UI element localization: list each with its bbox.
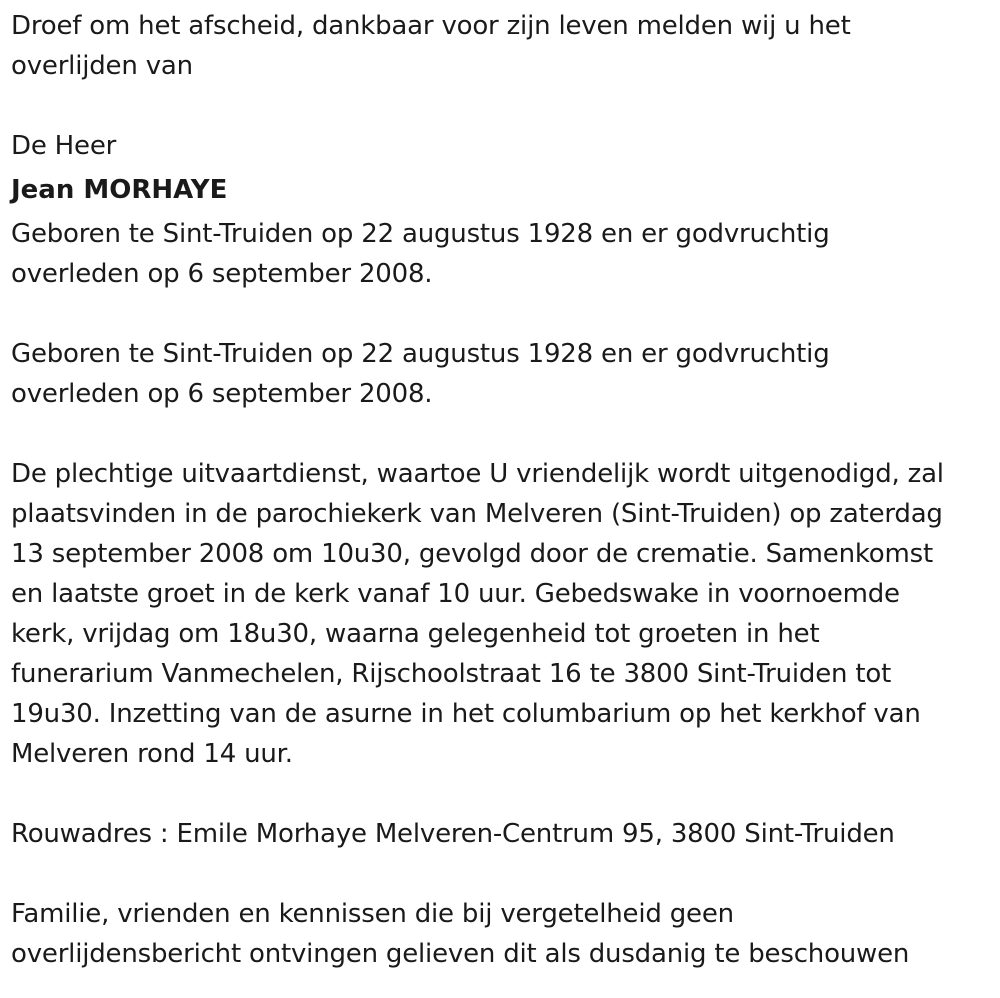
spacer: [11, 294, 1000, 334]
birth-death-text: Geboren te Sint-Truiden op 22 augustus 1928 en er godvruchtig overleden op 6 september 2008.: [11, 219, 830, 289]
funeral-details: De plechtige uitvaartdienst, waartoe U vriendelijk wordt uitgenodigd, zal plaatsvinden in de parochiekerk van Melveren (Sint-Truiden) op zaterdag 13 september 2008 om 10u30, gevolgd door de crematie. Samenkomst en laatste groet in de kerk vanaf 10 uur. Gebedswake in voornoemde kerk, vrijdag om 18u30, waarna gelegenheid tot groeten in het funerarium Vanmechelen, Rijschoolstraat 16 te 3800 Sint-Truiden tot 19u30. Inzetting van de asurne in het columbarium op het kerkhof van Melveren rond 14 uur.: [11, 459, 944, 769]
deceased-name: Jean MORHAYE: [11, 175, 228, 205]
spacer: [11, 86, 1000, 126]
closing-text: Familie, vrienden en kennissen die bij vergetelheid geen overlijdensbericht ontvingen gelieven dit als dusdanig te beschouwen: [11, 899, 910, 969]
spacer: [11, 414, 1000, 454]
honorific: De Heer: [11, 131, 117, 161]
mourning-address: Rouwadres : Emile Morhaye Melveren-Centrum 95, 3800 Sint-Truiden: [11, 819, 895, 849]
spacer: [11, 774, 1000, 814]
spacer: [11, 854, 1000, 894]
intro-text: Droef om het afscheid, dankbaar voor zijn leven melden wij u het overlijden van: [11, 11, 851, 81]
birth-death-text-repeat: Geboren te Sint-Truiden op 22 augustus 1928 en er godvruchtig overleden op 6 september 2008.: [11, 339, 830, 409]
